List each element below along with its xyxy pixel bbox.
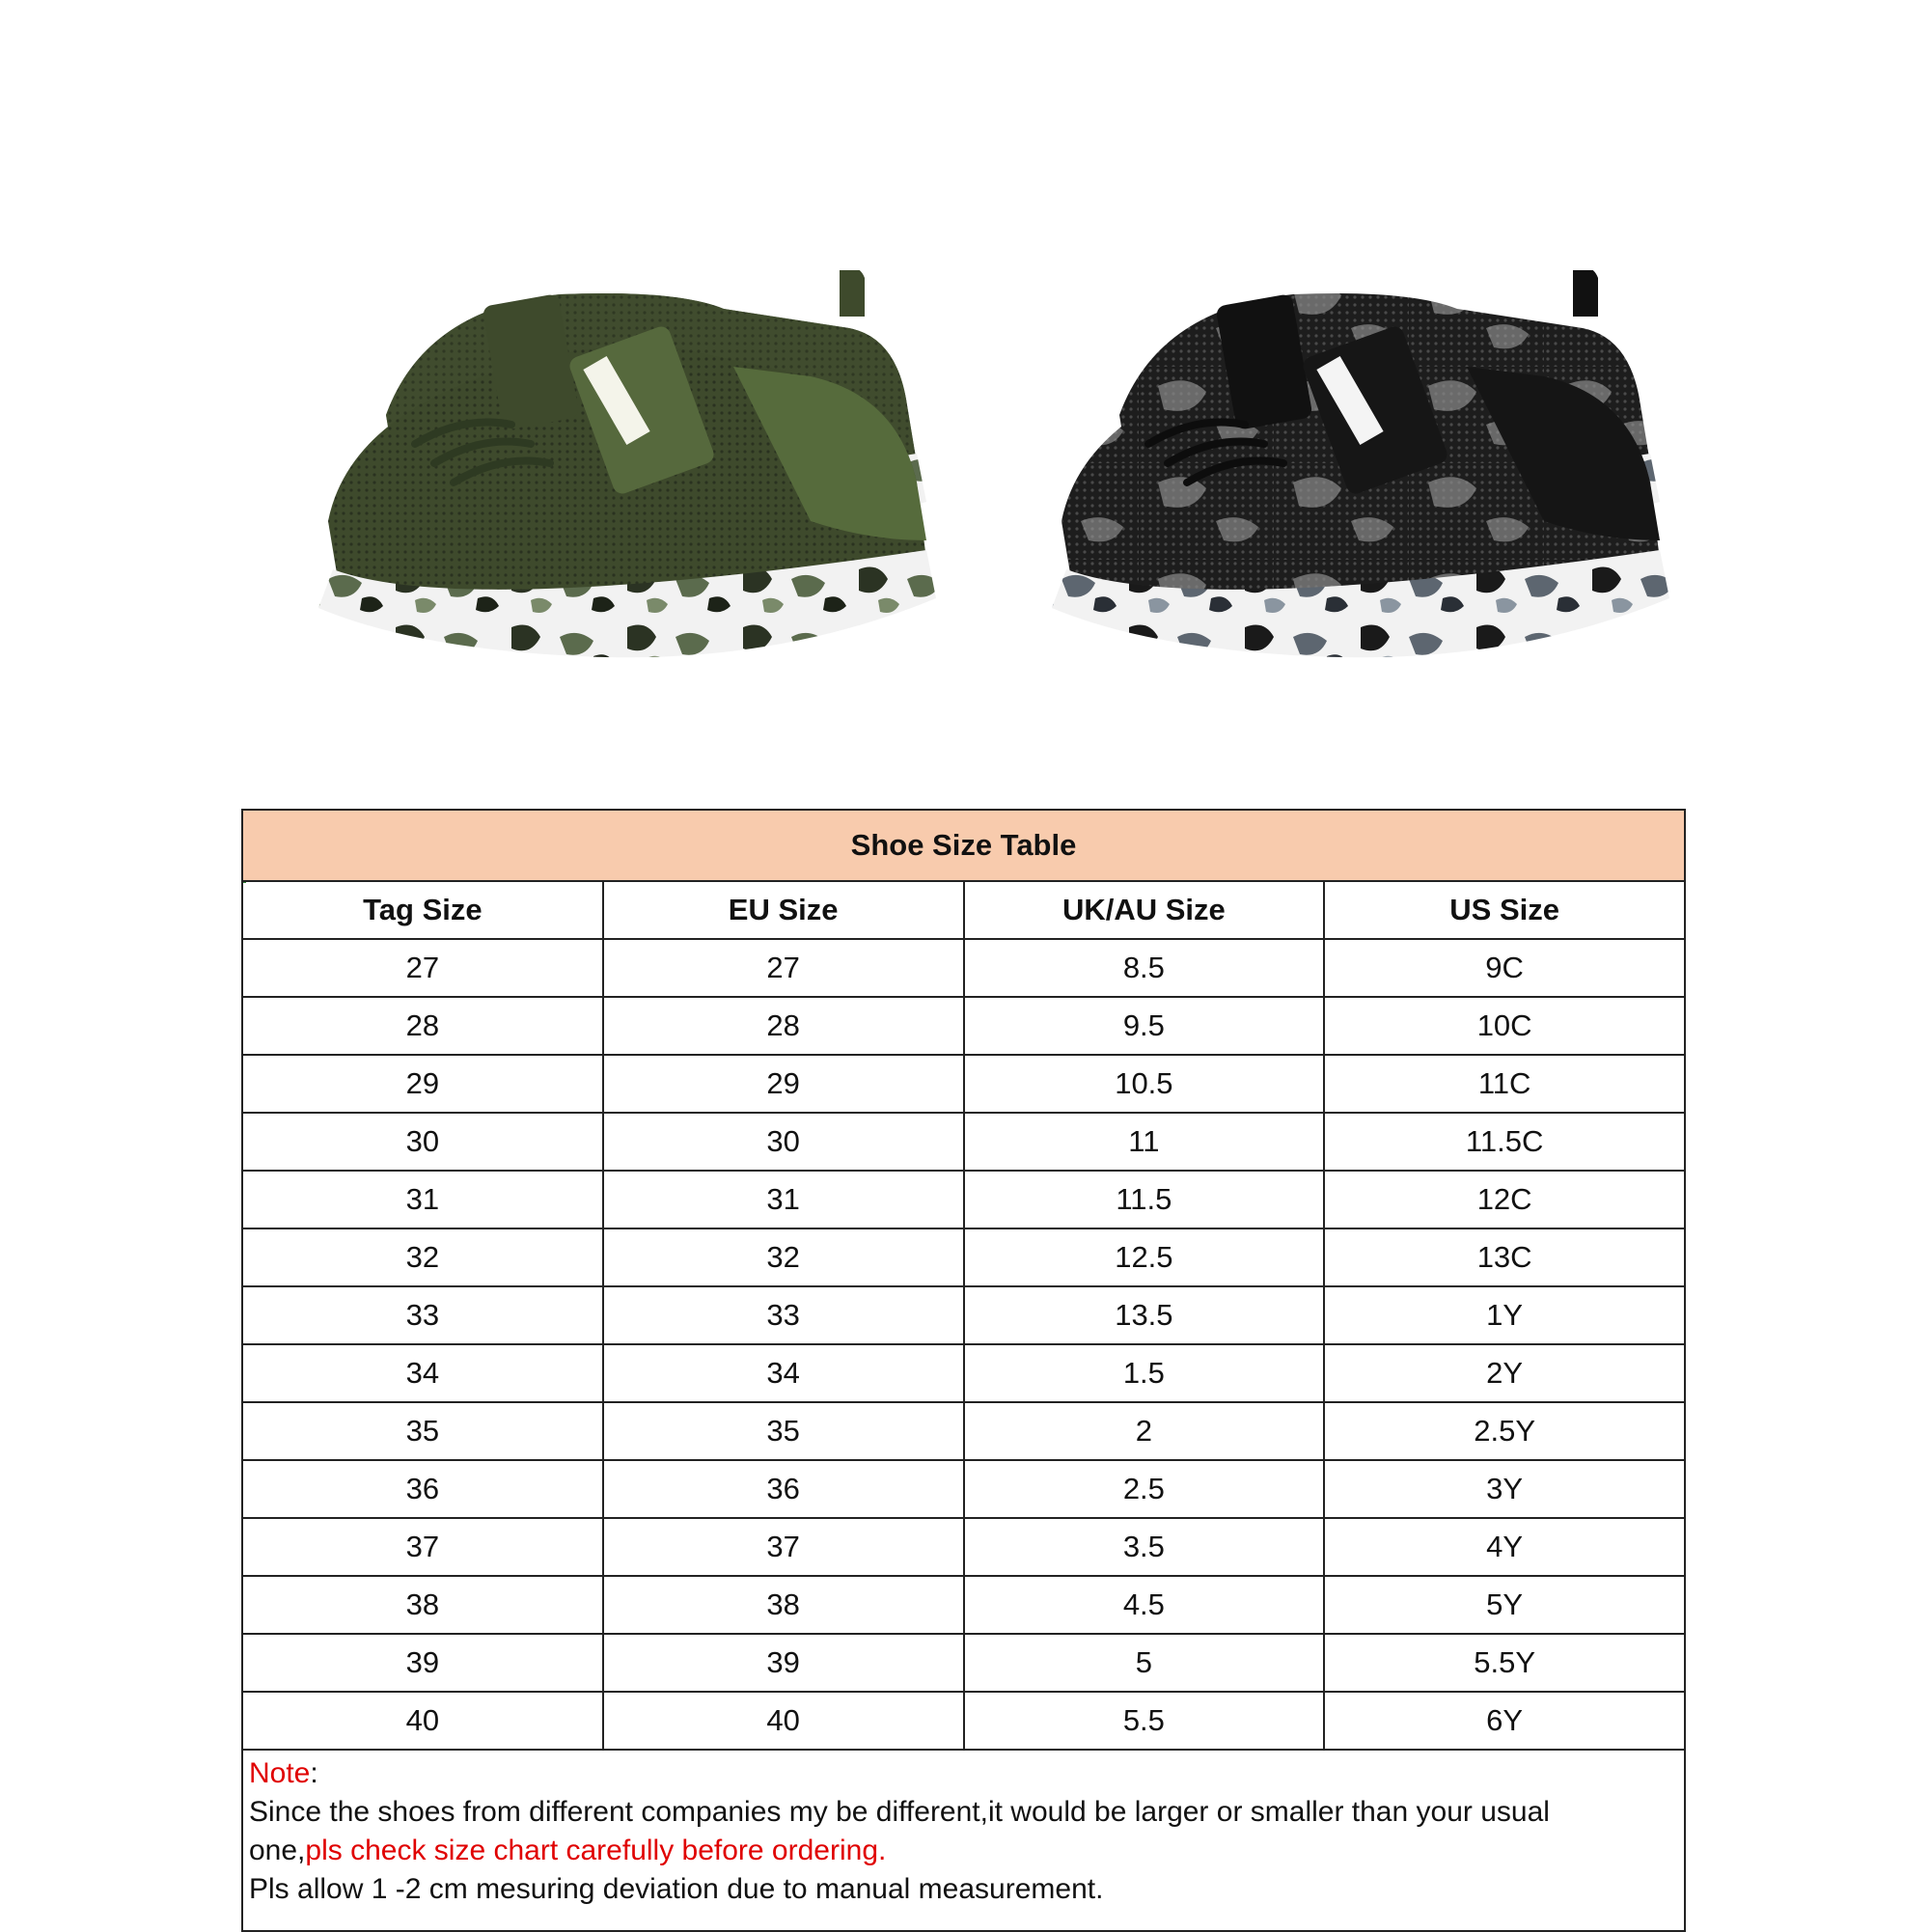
tag-size-cell: 37 [242,1518,603,1576]
eu-size-cell: 28 [603,997,964,1055]
tag-size-cell: 29 [242,1055,603,1113]
eu-size-cell: 32 [603,1228,964,1286]
note-colon: : [310,1757,318,1789]
eu-size-cell: 27 [603,939,964,997]
table-row [242,997,1685,1055]
table-row [242,1402,1685,1460]
size-chart [241,809,1686,1932]
table-row [242,939,1685,997]
green-camo-sneaker-image [270,270,946,676]
table-header-row [242,881,1685,939]
tag-size-cell: 38 [242,1576,603,1634]
us-size-cell: 12C [1324,1171,1685,1228]
note-label: Note [249,1757,311,1789]
us-size-cell: 5.5Y [1324,1634,1685,1692]
note-line-3: Pls allow 1 -2 cm mesuring deviation due to manual measurement. [249,1873,1104,1905]
eu-size-cell: 31 [603,1171,964,1228]
column-header-uk-au-size: UK/AU Size [964,881,1325,939]
column-header-us-size: US Size [1324,881,1685,939]
uk-au-size-cell: 4.5 [964,1576,1325,1634]
table-row [242,1344,1685,1402]
us-size-cell: 10C [1324,997,1685,1055]
table-row [242,1576,1685,1634]
table-row [242,1634,1685,1692]
note-row [242,1750,1685,1931]
note-heading [249,1754,1678,1793]
table-row [242,1228,1685,1286]
column-header-tag-size: Tag Size [242,881,603,939]
note-line-2 [249,1832,1678,1870]
eu-size-cell: 37 [603,1518,964,1576]
eu-size-cell: 39 [603,1634,964,1692]
uk-au-size-cell: 13.5 [964,1286,1325,1344]
uk-au-size-cell: 1.5 [964,1344,1325,1402]
uk-au-size-cell: 8.5 [964,939,1325,997]
uk-au-size-cell: 5.5 [964,1692,1325,1750]
size-note [242,1750,1685,1931]
tag-size-cell: 27 [242,939,603,997]
us-size-cell: 9C [1324,939,1685,997]
uk-au-size-cell: 11.5 [964,1171,1325,1228]
table-row [242,1518,1685,1576]
us-size-cell: 4Y [1324,1518,1685,1576]
table-title: Shoe Size Table [242,810,1685,881]
note-line-2-start: one, [249,1835,306,1866]
tag-size-cell: 39 [242,1634,603,1692]
table-row [242,1692,1685,1750]
tag-size-cell: 36 [242,1460,603,1518]
us-size-cell: 1Y [1324,1286,1685,1344]
tag-size-cell: 31 [242,1171,603,1228]
tag-size-cell: 30 [242,1113,603,1171]
tag-size-cell: 40 [242,1692,603,1750]
product-images [0,0,1930,791]
note-highlight: pls check size chart carefully before ordering. [305,1835,887,1866]
us-size-cell: 2Y [1324,1344,1685,1402]
tag-size-cell: 28 [242,997,603,1055]
uk-au-size-cell: 11 [964,1113,1325,1171]
eu-size-cell: 30 [603,1113,964,1171]
eu-size-cell: 38 [603,1576,964,1634]
us-size-cell: 13C [1324,1228,1685,1286]
uk-au-size-cell: 9.5 [964,997,1325,1055]
eu-size-cell: 33 [603,1286,964,1344]
note-line-1: Since the shoes from different companies my be different,it would be larger or smaller than your usual [249,1796,1550,1828]
us-size-cell: 5Y [1324,1576,1685,1634]
us-size-cell: 3Y [1324,1460,1685,1518]
tag-size-cell: 34 [242,1344,603,1402]
tag-size-cell: 33 [242,1286,603,1344]
uk-au-size-cell: 2.5 [964,1460,1325,1518]
eu-size-cell: 29 [603,1055,964,1113]
column-header-eu-size: EU Size [603,881,964,939]
table-title-row [242,810,1685,881]
us-size-cell: 11C [1324,1055,1685,1113]
table-row [242,1460,1685,1518]
us-size-cell: 6Y [1324,1692,1685,1750]
black-camo-sneaker-image [1004,270,1679,676]
tag-size-cell: 32 [242,1228,603,1286]
tag-size-cell: 35 [242,1402,603,1460]
uk-au-size-cell: 2 [964,1402,1325,1460]
uk-au-size-cell: 10.5 [964,1055,1325,1113]
eu-size-cell: 40 [603,1692,964,1750]
table-row [242,1286,1685,1344]
us-size-cell: 11.5C [1324,1113,1685,1171]
table-row [242,1113,1685,1171]
eu-size-cell: 36 [603,1460,964,1518]
table-row [242,1171,1685,1228]
us-size-cell: 2.5Y [1324,1402,1685,1460]
size-table [241,809,1686,1932]
eu-size-cell: 35 [603,1402,964,1460]
eu-size-cell: 34 [603,1344,964,1402]
uk-au-size-cell: 3.5 [964,1518,1325,1576]
table-row [242,1055,1685,1113]
uk-au-size-cell: 12.5 [964,1228,1325,1286]
uk-au-size-cell: 5 [964,1634,1325,1692]
